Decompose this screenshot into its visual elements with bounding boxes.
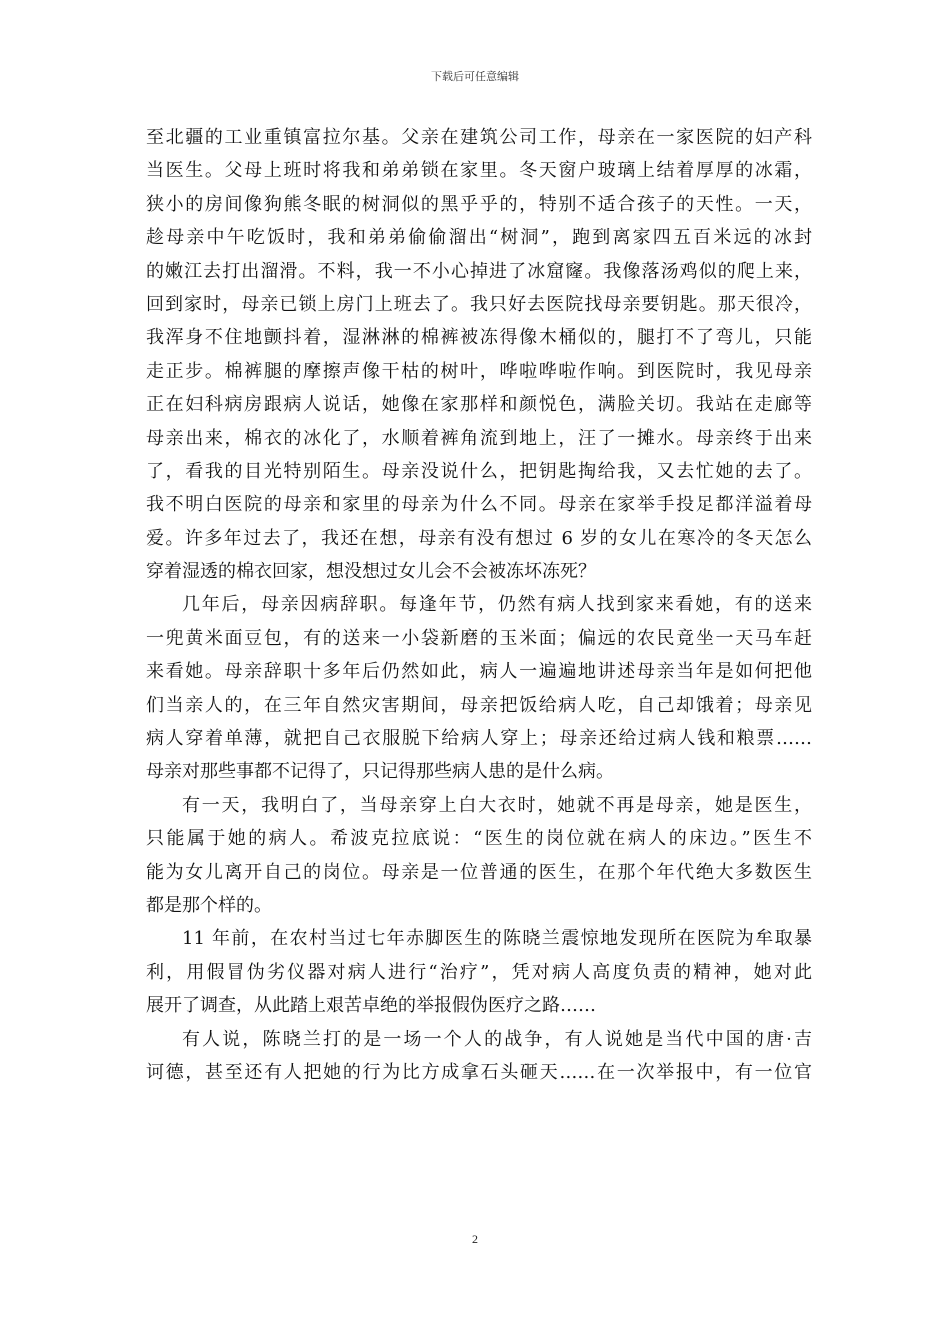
text-line: 我浑身不住地颤抖着，湿淋淋的棉裤被冻得像木桶似的，腿打不了弯儿，只能 [146, 327, 812, 349]
text-line: 走正步。棉裤腿的摩擦声像干枯的树叶，哗啦哗啦作响。到医院时，我见母亲 [146, 360, 812, 382]
text-line: 我不明白医院的母亲和家里的母亲为什么不同。母亲在家举手投足都洋溢着母 [146, 494, 812, 516]
text-line: 有人说，陈晓兰打的是一场一个人的战争，有人说她是当代中国的唐·吉 [182, 1028, 812, 1050]
text-line: 一兜黄米面豆包，有的送来一小袋新磨的玉米面；偏远的农民竟坐一天马车赶 [146, 627, 812, 649]
text-line: 来看她。母亲辞职十多年后仍然如此，病人一遍遍地讲述母亲当年是如何把他 [146, 661, 812, 683]
text-line: 母亲对那些事都不记得了，只记得那些病人患的是什么病。 [146, 761, 614, 783]
text-line: 诃德，甚至还有人把她的行为比方成拿石头砸天……在一次举报中，有一位官 [146, 1061, 812, 1083]
text-line: 11 年前，在农村当过七年赤脚医生的陈晓兰震惊地发现所在医院为牟取暴 [182, 928, 812, 950]
text-line: 当医生。父母上班时将我和弟弟锁在家里。冬天窗户玻璃上结着厚厚的冰霜， [146, 160, 812, 182]
text-line: 趁母亲中午吃饭时，我和弟弟偷偷溜出“树洞”，跑到离家四五百米远的冰封 [146, 227, 812, 249]
text-line: 的嫩江去打出溜滑。不料，我一不小心掉进了冰窟窿。我像落汤鸡似的爬上来， [146, 260, 812, 282]
paragraph [146, 789, 812, 923]
text-line: 都是那个样的。 [146, 894, 272, 916]
text-line: 正在妇科病房跟病人说话，她像在家那样和颜悦色，满脸关切。我站在走廊等 [146, 394, 812, 416]
text-line: 病人穿着单薄，就把自己衣服脱下给病人穿上；母亲还给过病人钱和粮票…… [146, 728, 812, 750]
page-number: 2 [472, 1232, 478, 1246]
paragraph [146, 922, 812, 1022]
text-line: 展开了调查，从此踏上艰苦卓绝的举报假伪医疗之路…… [146, 995, 596, 1017]
text-line: 们当亲人的，在三年自然灾害期间，母亲把饭给病人吃，自己却饿着；母亲见 [146, 694, 812, 716]
paragraph [146, 588, 812, 788]
text-line: 了，看我的目光特别陌生。母亲没说什么，把钥匙掏给我，又去忙她的去了。 [146, 460, 812, 482]
text-line: 有一天，我明白了，当母亲穿上白大衣时，她就不再是母亲，她是医生， [182, 794, 812, 816]
paragraph [146, 121, 812, 588]
text-line: 至北疆的工业重镇富拉尔基。父亲在建筑公司工作，母亲在一家医院的妇产科 [146, 127, 812, 148]
text-line: 母亲出来，棉衣的冰化了，水顺着裤角流到地上，汪了一摊水。母亲终于出来 [146, 427, 812, 449]
text-line: 利，用假冒伪劣仪器对病人进行“治疗”，凭对病人高度负责的精神，她对此 [146, 961, 812, 983]
text-line: 只能属于她的病人。希波克拉底说：“医生的岗位就在病人的床边。”医生不 [146, 828, 812, 850]
text-line: 回到家时，母亲已锁上房门上班去了。我只好去医院找母亲要钥匙。那天很冷， [146, 293, 812, 315]
text-line: 能为女儿离开自己的岗位。母亲是一位普通的医生，在那个年代绝大多数医生 [146, 861, 812, 883]
text-line: 几年后，母亲因病辞职。每逢年节，仍然有病人找到家来看她，有的送来 [182, 594, 812, 616]
text-line: 穿着湿透的棉衣回家，想没想过女儿会不会被冻坏冻死？ [146, 561, 596, 583]
paragraph [146, 1023, 812, 1090]
page-header: 下载后可任意编辑 [431, 70, 519, 83]
document-body [146, 121, 812, 1089]
text-line: 狭小的房间像狗熊冬眠的树洞似的黑乎乎的，特别不适合孩子的天性。一天， [146, 193, 812, 215]
text-line: 爱。许多年过去了，我还在想，母亲有没有想过 6 岁的女儿在寒冷的冬天怎么 [146, 527, 812, 549]
